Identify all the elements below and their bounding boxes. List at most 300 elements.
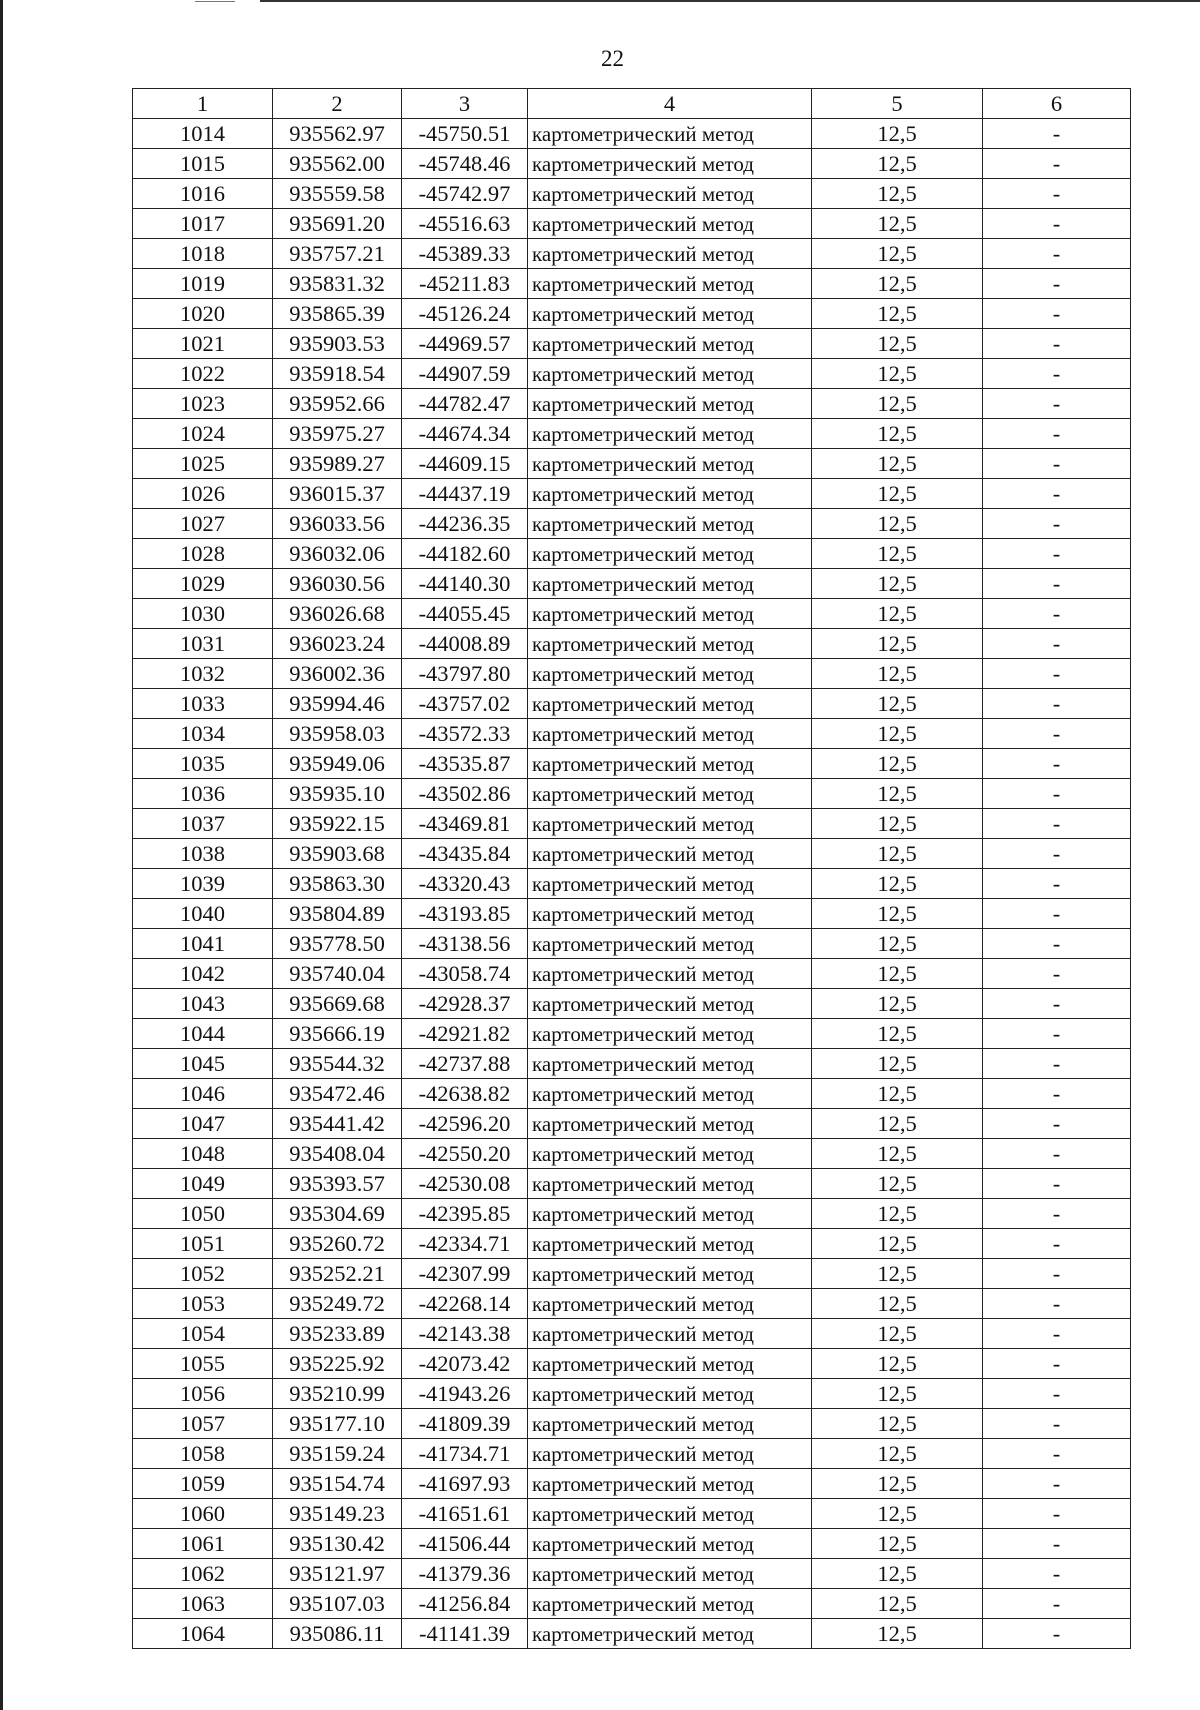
y-coordinate-cell: -44437.19 [402, 479, 528, 509]
point-number-cell: 1051 [133, 1229, 273, 1259]
table-row [133, 1139, 1131, 1169]
page-number: 22 [601, 46, 624, 71]
y-coordinate-cell: -44674.34 [402, 419, 528, 449]
table-row [133, 119, 1131, 149]
note-cell: - [983, 1499, 1131, 1529]
note-cell: - [983, 389, 1131, 419]
method-cell: картометрический метод [528, 149, 812, 179]
point-number-cell: 1046 [133, 1079, 273, 1109]
x-coordinate-cell: 935304.69 [273, 1199, 402, 1229]
method-cell: картометрический метод [528, 1019, 812, 1049]
y-coordinate-cell: -44609.15 [402, 449, 528, 479]
point-number-cell: 1050 [133, 1199, 273, 1229]
accuracy-cell: 12,5 [812, 779, 983, 809]
note-cell: - [983, 179, 1131, 209]
note-cell: - [983, 419, 1131, 449]
accuracy-cell: 12,5 [812, 749, 983, 779]
accuracy-cell: 12,5 [812, 1229, 983, 1259]
point-number-cell: 1054 [133, 1319, 273, 1349]
table-row [133, 839, 1131, 869]
note-cell: - [983, 1409, 1131, 1439]
accuracy-cell: 12,5 [812, 809, 983, 839]
header-cell-6: 6 [983, 89, 1131, 119]
method-cell: картометрический метод [528, 809, 812, 839]
y-coordinate-cell: -45516.63 [402, 209, 528, 239]
note-cell: - [983, 929, 1131, 959]
accuracy-cell: 12,5 [812, 1049, 983, 1079]
table-row [133, 479, 1131, 509]
note-cell: - [983, 1229, 1131, 1259]
x-coordinate-cell: 935177.10 [273, 1409, 402, 1439]
method-cell: картометрический метод [528, 1349, 812, 1379]
note-cell: - [983, 359, 1131, 389]
accuracy-cell: 12,5 [812, 1259, 983, 1289]
table-row [133, 1439, 1131, 1469]
table-row [133, 1469, 1131, 1499]
y-coordinate-cell: -42395.85 [402, 1199, 528, 1229]
point-number-cell: 1033 [133, 689, 273, 719]
accuracy-cell: 12,5 [812, 1289, 983, 1319]
accuracy-cell: 12,5 [812, 1319, 983, 1349]
x-coordinate-cell: 936015.37 [273, 479, 402, 509]
table-row [133, 1619, 1131, 1649]
note-cell: - [983, 1199, 1131, 1229]
method-cell: картометрический метод [528, 329, 812, 359]
table-row [133, 1049, 1131, 1079]
y-coordinate-cell: -42638.82 [402, 1079, 528, 1109]
x-coordinate-cell: 935691.20 [273, 209, 402, 239]
x-coordinate-cell: 935559.58 [273, 179, 402, 209]
point-number-cell: 1031 [133, 629, 273, 659]
x-coordinate-cell: 935863.30 [273, 869, 402, 899]
table-row [133, 299, 1131, 329]
x-coordinate-cell: 935121.97 [273, 1559, 402, 1589]
table-row [133, 1589, 1131, 1619]
x-coordinate-cell: 935562.97 [273, 119, 402, 149]
x-coordinate-cell: 935804.89 [273, 899, 402, 929]
y-coordinate-cell: -41697.93 [402, 1469, 528, 1499]
table-row [133, 1409, 1131, 1439]
accuracy-cell: 12,5 [812, 1529, 983, 1559]
accuracy-cell: 12,5 [812, 479, 983, 509]
point-number-cell: 1042 [133, 959, 273, 989]
accuracy-cell: 12,5 [812, 1199, 983, 1229]
x-coordinate-cell: 935159.24 [273, 1439, 402, 1469]
header-cell-3: 3 [402, 89, 528, 119]
point-number-cell: 1041 [133, 929, 273, 959]
accuracy-cell: 12,5 [812, 1559, 983, 1589]
y-coordinate-cell: -44969.57 [402, 329, 528, 359]
table-row [133, 1079, 1131, 1109]
point-number-cell: 1015 [133, 149, 273, 179]
x-coordinate-cell: 935903.53 [273, 329, 402, 359]
x-coordinate-cell: 935233.89 [273, 1319, 402, 1349]
method-cell: картометрический метод [528, 239, 812, 269]
x-coordinate-cell: 935544.32 [273, 1049, 402, 1079]
scan-edge-top [260, 0, 1200, 2]
table-row [133, 959, 1131, 989]
accuracy-cell: 12,5 [812, 419, 983, 449]
note-cell: - [983, 1529, 1131, 1559]
method-cell: картометрический метод [528, 299, 812, 329]
accuracy-cell: 12,5 [812, 179, 983, 209]
note-cell: - [983, 1079, 1131, 1109]
table-row [133, 389, 1131, 419]
x-coordinate-cell: 935393.57 [273, 1169, 402, 1199]
x-coordinate-cell: 935831.32 [273, 269, 402, 299]
y-coordinate-cell: -43757.02 [402, 689, 528, 719]
table-row [133, 1349, 1131, 1379]
note-cell: - [983, 659, 1131, 689]
method-cell: картометрический метод [528, 569, 812, 599]
y-coordinate-cell: -41379.36 [402, 1559, 528, 1589]
y-coordinate-cell: -42073.42 [402, 1349, 528, 1379]
x-coordinate-cell: 935562.00 [273, 149, 402, 179]
accuracy-cell: 12,5 [812, 1139, 983, 1169]
table-row [133, 149, 1131, 179]
method-cell: картометрический метод [528, 899, 812, 929]
note-cell: - [983, 1349, 1131, 1379]
table-row [133, 419, 1131, 449]
method-cell: картометрический метод [528, 1109, 812, 1139]
table-row [133, 329, 1131, 359]
x-coordinate-cell: 935666.19 [273, 1019, 402, 1049]
table-row [133, 1199, 1131, 1229]
y-coordinate-cell: -43435.84 [402, 839, 528, 869]
y-coordinate-cell: -45211.83 [402, 269, 528, 299]
note-cell: - [983, 239, 1131, 269]
note-cell: - [983, 839, 1131, 869]
accuracy-cell: 12,5 [812, 659, 983, 689]
x-coordinate-cell: 935225.92 [273, 1349, 402, 1379]
table-row [133, 809, 1131, 839]
header-cell-1: 1 [133, 89, 273, 119]
point-number-cell: 1035 [133, 749, 273, 779]
table-row [133, 779, 1131, 809]
point-number-cell: 1029 [133, 569, 273, 599]
point-number-cell: 1040 [133, 899, 273, 929]
accuracy-cell: 12,5 [812, 119, 983, 149]
note-cell: - [983, 329, 1131, 359]
table-row [133, 1169, 1131, 1199]
y-coordinate-cell: -44236.35 [402, 509, 528, 539]
accuracy-cell: 12,5 [812, 509, 983, 539]
note-cell: - [983, 869, 1131, 899]
table-row [133, 899, 1131, 929]
y-coordinate-cell: -42928.37 [402, 989, 528, 1019]
point-number-cell: 1064 [133, 1619, 273, 1649]
point-number-cell: 1058 [133, 1439, 273, 1469]
method-cell: картометрический метод [528, 1379, 812, 1409]
method-cell: картометрический метод [528, 1529, 812, 1559]
note-cell: - [983, 809, 1131, 839]
point-number-cell: 1017 [133, 209, 273, 239]
method-cell: картометрический метод [528, 719, 812, 749]
point-number-cell: 1052 [133, 1259, 273, 1289]
y-coordinate-cell: -41651.61 [402, 1499, 528, 1529]
x-coordinate-cell: 935249.72 [273, 1289, 402, 1319]
method-cell: картометрический метод [528, 929, 812, 959]
x-coordinate-cell: 935408.04 [273, 1139, 402, 1169]
x-coordinate-cell: 935989.27 [273, 449, 402, 479]
accuracy-cell: 12,5 [812, 209, 983, 239]
accuracy-cell: 12,5 [812, 1349, 983, 1379]
x-coordinate-cell: 935210.99 [273, 1379, 402, 1409]
accuracy-cell: 12,5 [812, 1079, 983, 1109]
method-cell: картометрический метод [528, 479, 812, 509]
table-row [133, 749, 1131, 779]
note-cell: - [983, 1589, 1131, 1619]
note-cell: - [983, 599, 1131, 629]
accuracy-cell: 12,5 [812, 1019, 983, 1049]
header-cell-4: 4 [528, 89, 812, 119]
method-cell: картометрический метод [528, 599, 812, 629]
note-cell: - [983, 119, 1131, 149]
x-coordinate-cell: 935757.21 [273, 239, 402, 269]
y-coordinate-cell: -41943.26 [402, 1379, 528, 1409]
note-cell: - [983, 749, 1131, 779]
method-cell: картометрический метод [528, 659, 812, 689]
y-coordinate-cell: -41809.39 [402, 1409, 528, 1439]
accuracy-cell: 12,5 [812, 569, 983, 599]
accuracy-cell: 12,5 [812, 1439, 983, 1469]
note-cell: - [983, 569, 1131, 599]
y-coordinate-cell: -41734.71 [402, 1439, 528, 1469]
x-coordinate-cell: 935952.66 [273, 389, 402, 419]
accuracy-cell: 12,5 [812, 629, 983, 659]
method-cell: картометрический метод [528, 1409, 812, 1439]
y-coordinate-cell: -43572.33 [402, 719, 528, 749]
y-coordinate-cell: -41141.39 [402, 1619, 528, 1649]
method-cell: картометрический метод [528, 389, 812, 419]
point-number-cell: 1043 [133, 989, 273, 1019]
accuracy-cell: 12,5 [812, 239, 983, 269]
table-header-row [133, 89, 1131, 119]
method-cell: картометрический метод [528, 359, 812, 389]
table-row [133, 929, 1131, 959]
method-cell: картометрический метод [528, 1139, 812, 1169]
point-number-cell: 1063 [133, 1589, 273, 1619]
method-cell: картометрический метод [528, 1289, 812, 1319]
accuracy-cell: 12,5 [812, 389, 983, 419]
point-number-cell: 1023 [133, 389, 273, 419]
method-cell: картометрический метод [528, 1619, 812, 1649]
table-row [133, 1319, 1131, 1349]
y-coordinate-cell: -44140.30 [402, 569, 528, 599]
y-coordinate-cell: -43535.87 [402, 749, 528, 779]
table-row [133, 209, 1131, 239]
point-number-cell: 1022 [133, 359, 273, 389]
point-number-cell: 1044 [133, 1019, 273, 1049]
table-row [133, 869, 1131, 899]
point-number-cell: 1030 [133, 599, 273, 629]
x-coordinate-cell: 935107.03 [273, 1589, 402, 1619]
header-cell-5: 5 [812, 89, 983, 119]
y-coordinate-cell: -42530.08 [402, 1169, 528, 1199]
table-row [133, 1019, 1131, 1049]
accuracy-cell: 12,5 [812, 929, 983, 959]
accuracy-cell: 12,5 [812, 1109, 983, 1139]
accuracy-cell: 12,5 [812, 539, 983, 569]
y-coordinate-cell: -42307.99 [402, 1259, 528, 1289]
accuracy-cell: 12,5 [812, 869, 983, 899]
point-number-cell: 1016 [133, 179, 273, 209]
point-number-cell: 1032 [133, 659, 273, 689]
note-cell: - [983, 1469, 1131, 1499]
y-coordinate-cell: -42268.14 [402, 1289, 528, 1319]
note-cell: - [983, 149, 1131, 179]
x-coordinate-cell: 935740.04 [273, 959, 402, 989]
point-number-cell: 1037 [133, 809, 273, 839]
note-cell: - [983, 209, 1131, 239]
point-number-cell: 1053 [133, 1289, 273, 1319]
accuracy-cell: 12,5 [812, 1499, 983, 1529]
x-coordinate-cell: 935154.74 [273, 1469, 402, 1499]
table-row [133, 1529, 1131, 1559]
method-cell: картометрический метод [528, 749, 812, 779]
note-cell: - [983, 899, 1131, 929]
accuracy-cell: 12,5 [812, 269, 983, 299]
table-row [133, 239, 1131, 269]
method-cell: картометрический метод [528, 179, 812, 209]
table-row [133, 599, 1131, 629]
note-cell: - [983, 1289, 1131, 1319]
note-cell: - [983, 1319, 1131, 1349]
x-coordinate-cell: 936026.68 [273, 599, 402, 629]
table-row [133, 569, 1131, 599]
method-cell: картометрический метод [528, 1079, 812, 1109]
method-cell: картометрический метод [528, 1439, 812, 1469]
note-cell: - [983, 1379, 1131, 1409]
method-cell: картометрический метод [528, 689, 812, 719]
y-coordinate-cell: -44008.89 [402, 629, 528, 659]
point-number-cell: 1055 [133, 1349, 273, 1379]
y-coordinate-cell: -44055.45 [402, 599, 528, 629]
accuracy-cell: 12,5 [812, 599, 983, 629]
accuracy-cell: 12,5 [812, 359, 983, 389]
header-cell-2: 2 [273, 89, 402, 119]
accuracy-cell: 12,5 [812, 1379, 983, 1409]
point-number-cell: 1056 [133, 1379, 273, 1409]
accuracy-cell: 12,5 [812, 689, 983, 719]
x-coordinate-cell: 935865.39 [273, 299, 402, 329]
x-coordinate-cell: 935252.21 [273, 1259, 402, 1289]
accuracy-cell: 12,5 [812, 329, 983, 359]
point-number-cell: 1027 [133, 509, 273, 539]
point-number-cell: 1026 [133, 479, 273, 509]
x-coordinate-cell: 935778.50 [273, 929, 402, 959]
accuracy-cell: 12,5 [812, 1589, 983, 1619]
accuracy-cell: 12,5 [812, 1409, 983, 1439]
accuracy-cell: 12,5 [812, 899, 983, 929]
x-coordinate-cell: 935472.46 [273, 1079, 402, 1109]
note-cell: - [983, 1259, 1131, 1289]
x-coordinate-cell: 935130.42 [273, 1529, 402, 1559]
accuracy-cell: 12,5 [812, 989, 983, 1019]
method-cell: картометрический метод [528, 509, 812, 539]
table-body [133, 119, 1131, 1649]
x-coordinate-cell: 936023.24 [273, 629, 402, 659]
table-row [133, 719, 1131, 749]
point-number-cell: 1049 [133, 1169, 273, 1199]
table-row [133, 509, 1131, 539]
point-number-cell: 1060 [133, 1499, 273, 1529]
y-coordinate-cell: -43193.85 [402, 899, 528, 929]
y-coordinate-cell: -45389.33 [402, 239, 528, 269]
x-coordinate-cell: 936030.56 [273, 569, 402, 599]
note-cell: - [983, 689, 1131, 719]
accuracy-cell: 12,5 [812, 839, 983, 869]
method-cell: картометрический метод [528, 1259, 812, 1289]
y-coordinate-cell: -45742.97 [402, 179, 528, 209]
point-number-cell: 1038 [133, 839, 273, 869]
accuracy-cell: 12,5 [812, 959, 983, 989]
table-row [133, 989, 1131, 1019]
y-coordinate-cell: -42737.88 [402, 1049, 528, 1079]
note-cell: - [983, 509, 1131, 539]
x-coordinate-cell: 936032.06 [273, 539, 402, 569]
point-number-cell: 1020 [133, 299, 273, 329]
y-coordinate-cell: -42596.20 [402, 1109, 528, 1139]
y-coordinate-cell: -45750.51 [402, 119, 528, 149]
method-cell: картометрический метод [528, 779, 812, 809]
table-row [133, 689, 1131, 719]
y-coordinate-cell: -44182.60 [402, 539, 528, 569]
y-coordinate-cell: -45748.46 [402, 149, 528, 179]
coordinates-table [132, 88, 1131, 1649]
note-cell: - [983, 449, 1131, 479]
method-cell: картометрический метод [528, 1559, 812, 1589]
point-number-cell: 1028 [133, 539, 273, 569]
point-number-cell: 1059 [133, 1469, 273, 1499]
y-coordinate-cell: -42921.82 [402, 1019, 528, 1049]
point-number-cell: 1034 [133, 719, 273, 749]
x-coordinate-cell: 935949.06 [273, 749, 402, 779]
method-cell: картометрический метод [528, 1229, 812, 1259]
point-number-cell: 1062 [133, 1559, 273, 1589]
note-cell: - [983, 1439, 1131, 1469]
table-row [133, 1259, 1131, 1289]
x-coordinate-cell: 935958.03 [273, 719, 402, 749]
note-cell: - [983, 1019, 1131, 1049]
table-row [133, 269, 1131, 299]
table-row [133, 1499, 1131, 1529]
method-cell: картометрический метод [528, 959, 812, 989]
point-number-cell: 1036 [133, 779, 273, 809]
point-number-cell: 1057 [133, 1409, 273, 1439]
point-number-cell: 1045 [133, 1049, 273, 1079]
note-cell: - [983, 269, 1131, 299]
note-cell: - [983, 479, 1131, 509]
point-number-cell: 1039 [133, 869, 273, 899]
accuracy-cell: 12,5 [812, 149, 983, 179]
x-coordinate-cell: 935149.23 [273, 1499, 402, 1529]
note-cell: - [983, 779, 1131, 809]
method-cell: картометрический метод [528, 119, 812, 149]
point-number-cell: 1047 [133, 1109, 273, 1139]
x-coordinate-cell: 935086.11 [273, 1619, 402, 1649]
method-cell: картометрический метод [528, 989, 812, 1019]
x-coordinate-cell: 936002.36 [273, 659, 402, 689]
x-coordinate-cell: 935922.15 [273, 809, 402, 839]
point-number-cell: 1048 [133, 1139, 273, 1169]
x-coordinate-cell: 936033.56 [273, 509, 402, 539]
note-cell: - [983, 959, 1131, 989]
y-coordinate-cell: -43320.43 [402, 869, 528, 899]
note-cell: - [983, 719, 1131, 749]
accuracy-cell: 12,5 [812, 719, 983, 749]
x-coordinate-cell: 935935.10 [273, 779, 402, 809]
